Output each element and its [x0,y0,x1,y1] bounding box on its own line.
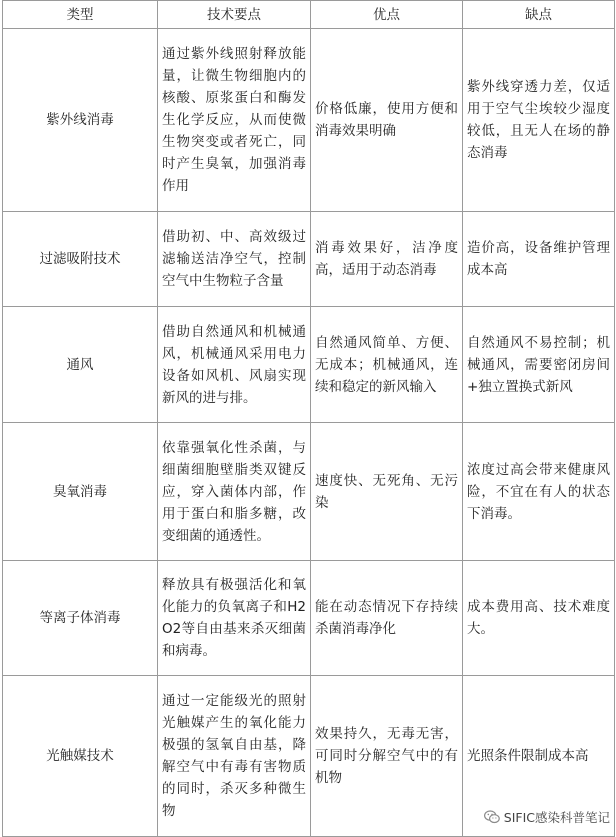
header-type: 类型 [3,1,158,29]
key-points-cell: 借助初、中、高效级过滤输送洁净空气，控制空气中生物粒子含量 [158,212,311,307]
cons-cell: 自然通风不易控制；机械通风，需要密闭房间+独立置换式新风 [463,307,615,423]
watermark [484,808,610,826]
pros-cell: 速度快、无死角、无污染 [311,423,463,561]
type-cell: 紫外线消毒 [3,29,158,212]
key-points-cell: 释放具有极强活化和氧化能力的负氧离子和H2O2等自由基来杀灭细菌和病毒。 [158,561,311,676]
disinfection-table [2,0,615,837]
type-cell: 过滤吸附技术 [3,212,158,307]
type-cell: 光触媒技术 [3,676,158,837]
cons-cell: 光照条件限制成本高 [463,676,615,837]
table-row [3,29,615,212]
key-points-cell: 依靠强氧化性杀菌，与细菌细胞壁脂类双键反应，穿入菌体内部，作用于蛋白和脂多糖，改变细菌的通透性。 [158,423,311,561]
cons-cell: 浓度过高会带来健康风险，不宜在有人的状态下消毒。 [463,423,615,561]
pros-cell: 效果持久，无毒无害，可同时分解空气中的有机物 [311,676,463,837]
type-cell: 等离子体消毒 [3,561,158,676]
header-cons: 缺点 [463,1,615,29]
pros-cell: 消毒效果好，洁净度高，适用于动态消毒 [311,212,463,307]
key-points-cell: 借助自然通风和机械通风，机械通风采用电力设备如风机、风扇实现新风的进与排。 [158,307,311,423]
cons-cell: 成本费用高、技术难度大。 [463,561,615,676]
table-header-row [3,1,615,29]
type-cell: 通风 [3,307,158,423]
type-cell: 臭氧消毒 [3,423,158,561]
pros-cell: 能在动态情况下存持续杀菌消毒净化 [311,561,463,676]
key-points-cell: 通过紫外线照射释放能量，让微生物细胞内的核酸、原浆蛋白和酶发生化学反应，从而使微生物突变或者死亡，同时产生臭氧，加强消毒作用 [158,29,311,212]
pros-cell: 价格低廉，使用方便和消毒效果明确 [311,29,463,212]
cons-cell: 紫外线穿透力差，仅适用于空气尘埃较少湿度较低，且无人在场的静态消毒 [463,29,615,212]
key-points-cell: 通过一定能级光的照射光触媒产生的氧化能力极强的氢氧自由基，降解空气中有毒有害物质的同时，杀灭多种微生物 [158,676,311,837]
watermark-text: SIFIC感染科普笔记 [503,810,610,825]
table-row [3,423,615,561]
header-key-points: 技术要点 [158,1,311,29]
cons-cell: 造价高，设备维护管理成本高 [463,212,615,307]
pros-cell: 自然通风简单、方便、无成本；机械通风，连续和稳定的新风输入 [311,307,463,423]
table-row [3,561,615,676]
table-row [3,212,615,307]
header-pros: 优点 [311,1,463,29]
wechat-icon [484,810,500,824]
table-row [3,307,615,423]
